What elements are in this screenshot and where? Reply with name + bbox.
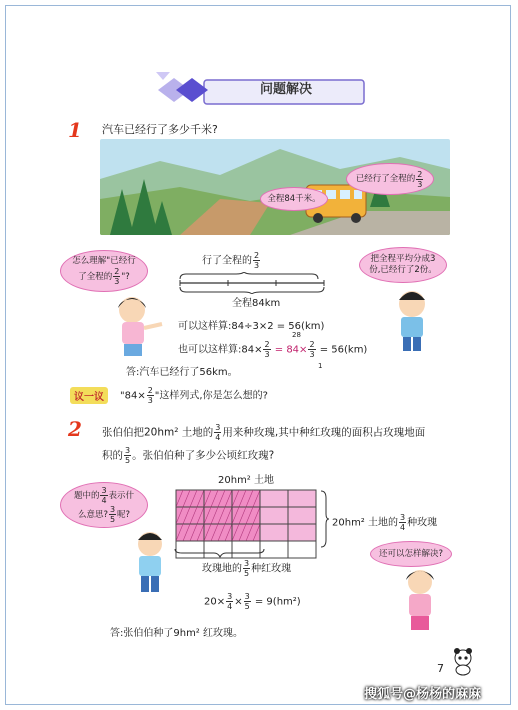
example2-calculation [204,592,301,611]
red-rose-cell [204,490,232,507]
boy2-frac2 [109,505,116,524]
red-rose-cell [232,507,260,524]
frac-den: 4 [101,496,107,505]
example1-question: 汽车已经行了多少千米? [102,123,218,136]
boy2-illustration [128,530,174,596]
example2-line2 [102,446,274,465]
example-number-2: 2 [68,417,82,441]
grid-bottom-b: 种红玫瑰 [251,563,292,575]
method2-result: = 56(km) [319,344,368,356]
boy-bubble-line1: 把全程平均分成3 [370,254,436,264]
method-1: 可以这样算:84÷3×2 = 56(km) [178,321,325,332]
red-rose-cell [232,490,260,507]
frac-den: 5 [125,456,131,465]
example1-answer: 答:汽车已经行了56km。 [126,367,238,378]
grid-bottom-a: 玫瑰地的 [202,563,242,575]
boy-illustration [390,288,440,354]
grid-right-a: 20hm² 土地的 [332,517,398,529]
ex2-line1-b: 用来种玫瑰,其中种红玫瑰的面积占玫瑰地面 [222,426,426,439]
grid-right-label [332,513,437,532]
discuss-suffix: "这样列式,你是怎么想的? [154,390,268,402]
grid-top-label: 20hm² 土地 [218,475,274,486]
textbook-page [5,5,511,705]
calc-x: × [234,596,243,608]
frac-num: 2 [147,386,153,395]
boy2-frac1 [100,486,107,505]
grid-bottom-fraction [243,559,250,578]
red-rose-cell [176,507,204,524]
watermark: 搜狐号@杨杨的麻麻 [364,687,482,702]
land-cell [288,541,316,558]
section-title: 问题解决 [260,82,313,97]
bus-bubble-text: 已经行了全程的 [355,173,416,184]
ex2-line2-b: 。张伯伯种了多少公顷红玫瑰? [132,449,275,462]
frac-num: 3 [125,446,131,455]
frac-num: 3 [244,559,250,568]
rose-cell [260,524,288,541]
example2-line1 [102,423,425,442]
boy2-a: 题中的 [73,491,100,501]
boy-bubble-line2: 份,已经行了2份。 [369,265,437,275]
red-rose-cell [176,490,204,507]
boy2-c: 么意思? [77,510,108,520]
page-number: 7 [437,662,444,675]
girl-bubble-end: "? [121,272,130,282]
frac-num: 2 [254,251,260,260]
discuss-prefix: "84× [120,390,146,402]
girl-illustration [110,294,170,364]
frac-den: 3 [147,396,153,405]
cancel-bottom: 1 [318,362,323,370]
boy-question-bubble [60,482,148,528]
frac-den: 3 [114,277,120,286]
method2-prefix: 也可以这样算:84× [178,344,263,356]
grid-bottom-brace [174,548,266,558]
girl-bubble-line1: 怎么理解"已经行 [72,256,136,266]
frac-num: 2 [114,267,120,276]
segment-label-text: 行了全程的 [202,255,252,267]
calc-frac2 [244,592,251,611]
example2-answer: 答:张伯伯种了9hm² 红玫瑰。 [110,628,243,639]
frac-den: 3 [254,261,260,270]
distance-speech-bubble [260,187,328,211]
segment-diagram [178,272,328,294]
method2-fraction-cancel [308,340,315,359]
discuss-fraction [147,386,154,405]
frac-num: 3 [215,423,221,432]
girl-bubble-line2-wrap [78,267,130,286]
bus-speech-bubble [346,163,434,195]
rose-cell [288,524,316,541]
grid-right-b: 种玫瑰 [407,517,438,529]
calc-a: 20× [204,596,226,608]
grid-right-brace [320,490,330,548]
frac-den: 5 [244,602,250,611]
cancel-top: 28 [292,331,301,339]
red-rose-cell [176,524,204,541]
rose-cell [288,490,316,507]
method-2 [178,340,367,359]
method2-fraction [263,340,270,359]
bus-bubble-fraction [416,170,423,189]
frac-den: 3 [264,350,270,359]
girl-bubble-line2: 了全程的 [78,272,113,282]
section-banner [156,72,366,108]
frac-den: 3 [417,179,423,189]
frac-den: 5 [244,569,250,578]
ex2-line2-a: 积的 [102,449,123,462]
girl-question-bubble [60,250,148,292]
frac-den: 4 [215,433,221,442]
grid-right-fraction [399,513,406,532]
segment-total: 全程84km [232,298,281,309]
frac-num: 3 [400,513,406,522]
rose-cell [260,490,288,507]
panda-icon [449,646,477,676]
frac-den: 5 [109,515,116,524]
red-rose-cell [204,524,232,541]
rose-cell [288,507,316,524]
ex2-line2-fraction [124,446,131,465]
boy2-line2 [78,505,130,524]
girl2-illustration [398,568,448,638]
boy-explain-bubble [359,247,447,283]
calc-result: = 9(hm²) [254,596,301,608]
frac-num: 3 [244,592,250,601]
boy2-d: 呢? [117,510,131,520]
red-rose-cell [204,507,232,524]
ex2-line1-a: 张伯伯把20hm² 土地的 [102,426,214,439]
calc-frac1 [226,592,233,611]
frac-num: 3 [109,505,116,514]
ex2-line1-fraction [214,423,221,442]
frac-den: 4 [227,602,233,611]
girl-solve-bubble: 还可以怎样解决? [370,541,452,567]
frac-num: 2 [264,340,270,349]
frac-num: 3 [227,592,233,601]
segment-label [202,251,261,270]
frac-num: 2 [309,340,315,349]
frac-den: 4 [400,523,406,532]
rose-cell [260,507,288,524]
distance-bubble-text: 全程84千米。 [267,193,321,204]
method2-eq: = 84× [274,344,308,356]
red-rose-cell [232,524,260,541]
grid-bottom-label [202,559,291,578]
segment-fraction [253,251,260,270]
boy2-b: 表示什 [108,491,135,501]
road-scene-illustration [100,139,450,235]
frac-num: 3 [101,486,107,495]
boy2-line1 [74,486,134,505]
girl-bubble-fraction [113,267,120,286]
discuss-text [120,386,268,405]
discuss-label: 议一议 [70,387,108,404]
example-number-1: 1 [68,118,82,142]
frac-num: 2 [417,169,423,179]
frac-den: 3 [309,350,315,359]
